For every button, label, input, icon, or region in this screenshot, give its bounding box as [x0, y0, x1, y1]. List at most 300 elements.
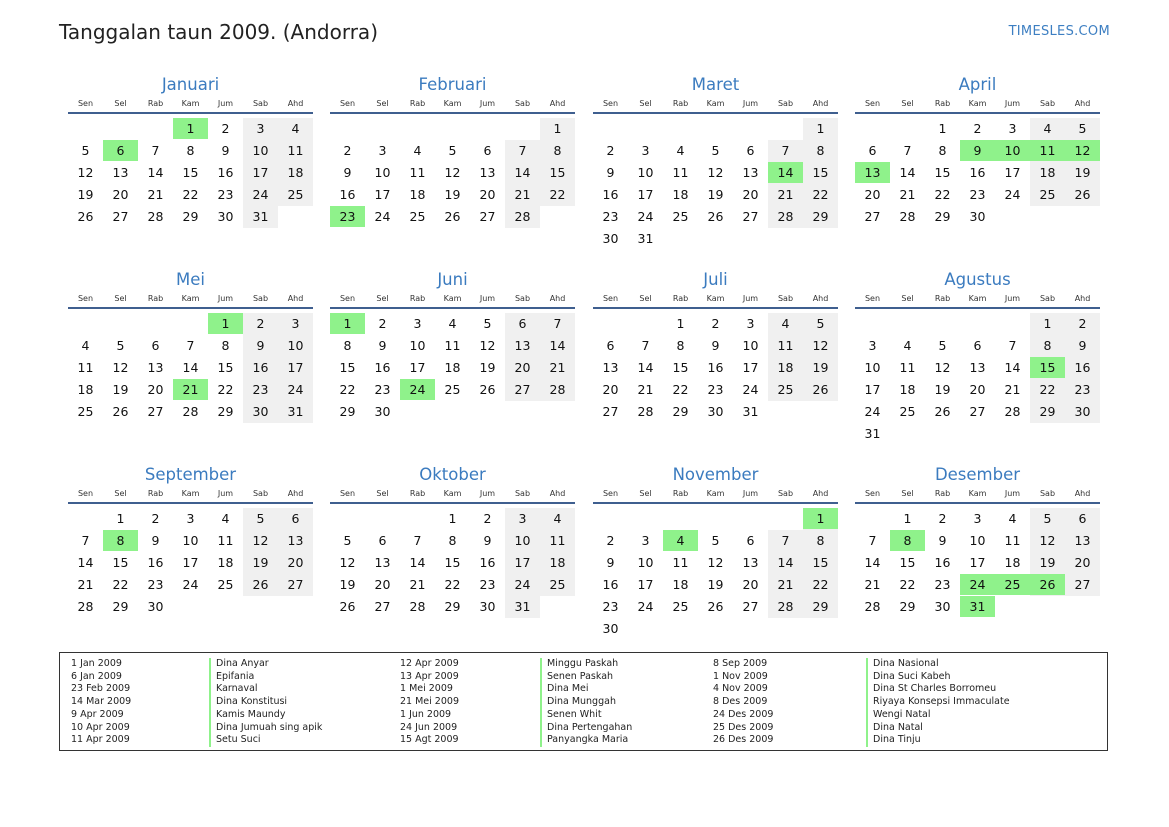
calendar-day: 5 — [711, 143, 720, 158]
weekday-label: Kam — [443, 294, 462, 303]
calendar-day: 20 — [742, 187, 759, 202]
calendar-day: 13 — [602, 360, 619, 375]
calendar-day: 25 — [672, 209, 689, 224]
calendar-day: 20 — [602, 382, 619, 397]
legend-holiday-name: Dina Konstitusi — [216, 696, 288, 708]
calendar-day: 25 — [672, 599, 689, 614]
calendar-day: 22 — [112, 577, 129, 592]
holiday-day: 1 — [330, 313, 365, 334]
calendar-day: 18 — [777, 360, 794, 375]
calendar-day: 19 — [339, 577, 356, 592]
legend-holiday-name: Dina Suci Kabeh — [873, 670, 951, 682]
legend-holiday-name: Dina Natal — [873, 721, 923, 733]
weekday-header — [330, 487, 575, 501]
day-grid — [855, 508, 1100, 643]
calendar-day: 7 — [81, 533, 90, 548]
weekday-label: Rab — [672, 294, 689, 303]
calendar-day: 12 — [112, 360, 129, 375]
weekday-label: Jum — [217, 489, 234, 498]
legend-date: 23 Feb 2009 — [71, 683, 131, 695]
calendar-day: 12 — [339, 555, 356, 570]
calendar-day: 26 — [707, 209, 724, 224]
calendar-day: 8 — [816, 143, 825, 158]
legend-date: 8 Des 2009 — [713, 696, 768, 708]
calendar-day: 1 — [816, 121, 825, 136]
day-grid — [330, 118, 575, 253]
day-grid — [855, 118, 1100, 253]
holiday-day: 1 — [173, 118, 208, 139]
holiday-day: 1 — [803, 508, 838, 529]
weekday-header — [330, 97, 575, 111]
calendar-day: 9 — [483, 533, 492, 548]
weekday-label: Sel — [639, 489, 652, 498]
calendar-day: 21 — [549, 360, 566, 375]
month-title: Januari — [161, 75, 220, 94]
calendar-day: 7 — [781, 143, 790, 158]
calendar-day: 13 — [514, 338, 531, 353]
calendar-day: 17 — [514, 555, 531, 570]
legend-date: 10 Apr 2009 — [71, 721, 130, 733]
calendar-day: 24 — [252, 187, 269, 202]
calendar-day: 8 — [676, 338, 685, 353]
calendar-day: 12 — [707, 555, 724, 570]
calendar-day: 12 — [252, 533, 269, 548]
header-rule — [330, 112, 575, 114]
month-title: Desember — [934, 465, 1021, 484]
calendar-day: 1 — [938, 121, 947, 136]
calendar-day: 3 — [746, 316, 755, 331]
weekday-label: Ahd — [549, 489, 566, 498]
calendar-day: 25 — [899, 404, 916, 419]
calendar-day: 28 — [182, 404, 199, 419]
calendar-day: 12 — [812, 338, 829, 353]
weekday-label: Sab — [252, 294, 269, 303]
calendar-day: 26 — [112, 404, 129, 419]
calendar-day: 22 — [812, 577, 829, 592]
calendar-day: 29 — [899, 599, 916, 614]
weekday-label: Sel — [376, 99, 389, 108]
weekday-label: Sel — [114, 294, 127, 303]
calendar-day: 12 — [707, 165, 724, 180]
calendar-day: 13 — [112, 165, 129, 180]
calendar-day: 28 — [637, 404, 654, 419]
weekday-label: Sab — [514, 99, 531, 108]
calendar-day: 29 — [217, 404, 234, 419]
calendar-day: 10 — [287, 338, 304, 353]
calendar-day: 17 — [287, 360, 304, 375]
calendar-day: 28 — [777, 209, 794, 224]
calendar-day: 11 — [77, 360, 94, 375]
calendar-day: 20 — [514, 360, 531, 375]
weekday-header — [593, 487, 838, 501]
weekday-label: Sen — [339, 489, 356, 498]
legend-dates — [71, 658, 131, 747]
calendar-day: 11 — [672, 555, 689, 570]
calendar-day: 3 — [413, 316, 422, 331]
calendar-day: 9 — [343, 165, 352, 180]
calendar-day: 9 — [256, 338, 265, 353]
legend-holiday-name: Dina St Charles Borromeu — [873, 683, 997, 695]
weekday-label: Ahd — [1074, 294, 1091, 303]
calendar-day: 13 — [742, 555, 759, 570]
calendar-day: 26 — [77, 209, 94, 224]
calendar-day: 23 — [217, 187, 234, 202]
calendar-day: 15 — [812, 165, 829, 180]
calendar-day: 6 — [973, 338, 982, 353]
calendar-day: 9 — [938, 533, 947, 548]
calendar-day: 31 — [864, 426, 881, 441]
calendar-day: 8 — [448, 533, 457, 548]
calendar-day: 14 — [1004, 360, 1021, 375]
month-title: Februari — [418, 75, 487, 94]
weekday-label: Rab — [409, 294, 426, 303]
calendar-day: 4 — [781, 316, 790, 331]
calendar-day: 21 — [514, 187, 531, 202]
calendar-day: 26 — [1074, 187, 1091, 202]
holiday-day: 24 — [400, 379, 435, 400]
month-title: Mei — [176, 270, 205, 289]
calendar-day: 25 — [217, 577, 234, 592]
calendar-day: 1 — [903, 511, 912, 526]
calendar-day: 16 — [602, 187, 619, 202]
calendar-day: 17 — [409, 360, 426, 375]
weekday-label: Sab — [514, 489, 531, 498]
calendar-day: 21 — [1004, 382, 1021, 397]
header-rule — [68, 112, 313, 114]
calendar-day: 5 — [711, 533, 720, 548]
calendar-day: 28 — [549, 382, 566, 397]
legend-holiday-name: Setu Suci — [216, 734, 261, 746]
weekday-label: Sel — [901, 489, 914, 498]
calendar-day: 26 — [934, 404, 951, 419]
weekday-label: Kam — [706, 294, 725, 303]
calendar-day: 5 — [1043, 511, 1052, 526]
legend-date: 1 Jun 2009 — [400, 708, 452, 720]
calendar-day: 24 — [637, 599, 654, 614]
calendar-day: 28 — [899, 209, 916, 224]
header-rule — [855, 502, 1100, 504]
calendar-day: 7 — [1008, 338, 1017, 353]
weekday-label: Kam — [181, 294, 200, 303]
calendar-day: 16 — [602, 577, 619, 592]
calendar-day: 23 — [147, 577, 164, 592]
weekday-label: Sab — [514, 294, 531, 303]
calendar-day: 21 — [77, 577, 94, 592]
calendar-day: 2 — [256, 316, 265, 331]
calendar-day: 22 — [217, 382, 234, 397]
calendar-day: 25 — [777, 382, 794, 397]
weekday-label: Kam — [706, 489, 725, 498]
calendar-day: 17 — [969, 555, 986, 570]
calendar-day: 2 — [483, 511, 492, 526]
calendar-day: 14 — [549, 338, 566, 353]
legend-names — [540, 658, 632, 747]
month-title: Oktober — [419, 465, 486, 484]
weekday-label: Sel — [639, 99, 652, 108]
calendar-day: 30 — [602, 231, 619, 246]
calendar-day: 6 — [868, 143, 877, 158]
weekday-label: Rab — [147, 99, 164, 108]
calendar-day: 6 — [378, 533, 387, 548]
calendar-day: 29 — [182, 209, 199, 224]
calendar-day: 30 — [147, 599, 164, 614]
weekday-label: Sab — [1039, 99, 1056, 108]
calendar-day: 26 — [812, 382, 829, 397]
calendar-day: 23 — [602, 599, 619, 614]
header-rule — [593, 502, 838, 504]
header-rule — [593, 307, 838, 309]
calendar-day: 5 — [81, 143, 90, 158]
weekday-label: Sel — [376, 489, 389, 498]
calendar-day: 5 — [1078, 121, 1087, 136]
calendar-day: 27 — [602, 404, 619, 419]
calendar-day: 12 — [77, 165, 94, 180]
legend-date: 25 Des 2009 — [713, 721, 774, 733]
calendar-day: 13 — [742, 165, 759, 180]
calendar-day: 8 — [816, 533, 825, 548]
calendar-day: 20 — [112, 187, 129, 202]
weekday-label: Jum — [1004, 294, 1021, 303]
month-title: April — [958, 75, 997, 94]
calendar-day: 4 — [291, 121, 300, 136]
weekday-header — [68, 97, 313, 111]
weekday-label: Jum — [479, 489, 496, 498]
calendar-day: 7 — [518, 143, 527, 158]
weekday-label: Kam — [181, 489, 200, 498]
holiday-day: 8 — [890, 530, 925, 551]
calendar-day: 15 — [339, 360, 356, 375]
calendar-day: 1 — [676, 316, 685, 331]
weekday-label: Sen — [864, 294, 881, 303]
legend-dates — [713, 658, 773, 747]
calendar-day: 12 — [1039, 533, 1056, 548]
calendar-day: 22 — [182, 187, 199, 202]
legend-date: 9 Apr 2009 — [71, 708, 124, 720]
calendar-day: 13 — [287, 533, 304, 548]
calendar-day: 19 — [479, 360, 496, 375]
weekday-label: Sab — [252, 489, 269, 498]
weekday-label: Kam — [443, 99, 462, 108]
calendar-day: 26 — [707, 599, 724, 614]
holiday-day: 24 — [960, 574, 995, 595]
calendar-day: 10 — [969, 533, 986, 548]
holiday-day: 21 — [173, 379, 208, 400]
legend-holiday-name: Dina Tinju — [873, 734, 921, 746]
calendar-day: 8 — [1043, 338, 1052, 353]
calendar-day: 19 — [112, 382, 129, 397]
weekday-label: Sen — [602, 489, 619, 498]
month-juni — [330, 269, 575, 448]
weekday-label: Ahd — [287, 294, 304, 303]
calendar-day: 30 — [969, 209, 986, 224]
calendar-day: 28 — [514, 209, 531, 224]
header-rule — [593, 112, 838, 114]
calendar-day: 14 — [409, 555, 426, 570]
calendar-day: 10 — [742, 338, 759, 353]
calendar-day: 3 — [641, 143, 650, 158]
calendar-day: 5 — [938, 338, 947, 353]
calendar-day: 5 — [116, 338, 125, 353]
calendar-day: 18 — [217, 555, 234, 570]
calendar-day: 3 — [973, 511, 982, 526]
legend-date: 14 Mar 2009 — [71, 696, 132, 708]
calendar-day: 19 — [1074, 165, 1091, 180]
calendar-day: 29 — [112, 599, 129, 614]
calendar-day: 24 — [637, 209, 654, 224]
legend-date: 1 Mei 2009 — [400, 683, 453, 695]
calendar-day: 16 — [707, 360, 724, 375]
calendar-day: 17 — [637, 187, 654, 202]
calendar-day: 11 — [1004, 533, 1021, 548]
day-grid — [68, 118, 313, 253]
holiday-day: 12 — [1065, 140, 1100, 161]
weekday-label: Kam — [181, 99, 200, 108]
legend-date: 24 Jun 2009 — [400, 721, 458, 733]
weekday-label: Sab — [777, 294, 794, 303]
calendar-day: 26 — [252, 577, 269, 592]
calendar-day: 5 — [256, 511, 265, 526]
calendar-day: 14 — [637, 360, 654, 375]
calendar-day: 23 — [479, 577, 496, 592]
calendar-day: 22 — [934, 187, 951, 202]
weekday-label: Jum — [1004, 489, 1021, 498]
month-title: Maret — [691, 75, 740, 94]
holiday-legend — [59, 652, 1108, 751]
month-agustus — [855, 269, 1100, 448]
calendar-day: 8 — [553, 143, 562, 158]
calendar-day: 10 — [252, 143, 269, 158]
calendar-day: 19 — [707, 187, 724, 202]
calendar-day: 20 — [742, 577, 759, 592]
calendar-day: 25 — [409, 209, 426, 224]
calendar-day: 1 — [1043, 316, 1052, 331]
calendar-day: 27 — [742, 599, 759, 614]
calendar-day: 1 — [553, 121, 562, 136]
day-grid — [68, 508, 313, 643]
calendar-day: 18 — [77, 382, 94, 397]
day-grid — [593, 118, 838, 253]
calendar-day: 27 — [147, 404, 164, 419]
weekday-label: Sab — [777, 489, 794, 498]
calendar-day: 4 — [1008, 511, 1017, 526]
calendar-day: 27 — [479, 209, 496, 224]
weekday-label: Kam — [968, 99, 987, 108]
calendar-day: 7 — [151, 143, 160, 158]
calendar-day: 20 — [969, 382, 986, 397]
weekday-label: Ahd — [812, 294, 829, 303]
calendar-day: 14 — [77, 555, 94, 570]
legend-holiday-name: Dina Mei — [547, 683, 589, 695]
calendar-day: 12 — [479, 338, 496, 353]
legend-date: 6 Jan 2009 — [71, 670, 122, 682]
legend-holiday-name: Kamis Maundy — [216, 708, 286, 720]
calendar-day: 6 — [518, 316, 527, 331]
calendar-day: 25 — [77, 404, 94, 419]
calendar-day: 17 — [374, 187, 391, 202]
weekday-header — [330, 292, 575, 306]
weekday-label: Rab — [147, 489, 164, 498]
weekday-label: Jum — [479, 294, 496, 303]
weekday-label: Ahd — [549, 294, 566, 303]
calendar-day: 15 — [672, 360, 689, 375]
calendar-day: 4 — [81, 338, 90, 353]
page-title: Tanggalan taun 2009. (Andorra) — [59, 20, 378, 44]
weekday-label: Sel — [114, 489, 127, 498]
calendar-day: 19 — [252, 555, 269, 570]
calendar-day: 30 — [602, 621, 619, 636]
calendar-day: 31 — [637, 231, 654, 246]
holiday-day: 23 — [330, 206, 365, 227]
calendar-day: 9 — [606, 555, 615, 570]
calendar-day: 15 — [217, 360, 234, 375]
calendar-day: 25 — [1039, 187, 1056, 202]
calendar-day: 14 — [147, 165, 164, 180]
site-link[interactable]: TIMESLES.COM — [1008, 24, 1110, 39]
weekday-label: Sel — [639, 294, 652, 303]
calendar-day: 3 — [256, 121, 265, 136]
calendar-day: 2 — [378, 316, 387, 331]
calendar-day: 29 — [1039, 404, 1056, 419]
calendar-day: 11 — [409, 165, 426, 180]
calendar-day: 22 — [339, 382, 356, 397]
weekday-header — [593, 292, 838, 306]
calendar-day: 17 — [637, 577, 654, 592]
calendar-day: 4 — [1043, 121, 1052, 136]
calendar-day: 9 — [221, 143, 230, 158]
calendar-day: 24 — [374, 209, 391, 224]
calendar-day: 21 — [899, 187, 916, 202]
calendar-day: 18 — [672, 577, 689, 592]
calendar-day: 3 — [186, 511, 195, 526]
day-grid — [330, 508, 575, 643]
weekday-header — [855, 487, 1100, 501]
calendar-day: 22 — [549, 187, 566, 202]
calendar-day: 23 — [374, 382, 391, 397]
weekday-header — [68, 292, 313, 306]
weekday-label: Jum — [742, 489, 759, 498]
header-rule — [330, 502, 575, 504]
calendar-day: 2 — [1078, 316, 1087, 331]
legend-holiday-name: Panyangka Maria — [547, 734, 629, 746]
calendar-day: 21 — [777, 577, 794, 592]
calendar-day: 28 — [409, 599, 426, 614]
calendar-day: 13 — [374, 555, 391, 570]
weekday-label: Rab — [672, 489, 689, 498]
weekday-label: Jum — [217, 294, 234, 303]
calendar-day: 19 — [812, 360, 829, 375]
weekday-header — [855, 292, 1100, 306]
calendar-day: 4 — [413, 143, 422, 158]
weekday-label: Sel — [901, 294, 914, 303]
calendar-day: 4 — [221, 511, 230, 526]
holiday-day: 31 — [960, 596, 995, 617]
weekday-label: Ahd — [812, 489, 829, 498]
weekday-label: Ahd — [1074, 99, 1091, 108]
calendar-day: 6 — [1078, 511, 1087, 526]
legend-holiday-name: Dina Nasional — [873, 658, 939, 669]
calendar-day: 26 — [444, 209, 461, 224]
calendar-day: 30 — [934, 599, 951, 614]
calendar-day: 24 — [864, 404, 881, 419]
weekday-label: Sel — [901, 99, 914, 108]
weekday-label: Sen — [864, 99, 881, 108]
calendar-day: 24 — [182, 577, 199, 592]
weekday-label: Sel — [376, 294, 389, 303]
calendar-day: 27 — [287, 577, 304, 592]
calendar-day: 11 — [217, 533, 234, 548]
legend-date: 12 Apr 2009 — [400, 658, 459, 669]
calendar-day: 15 — [182, 165, 199, 180]
